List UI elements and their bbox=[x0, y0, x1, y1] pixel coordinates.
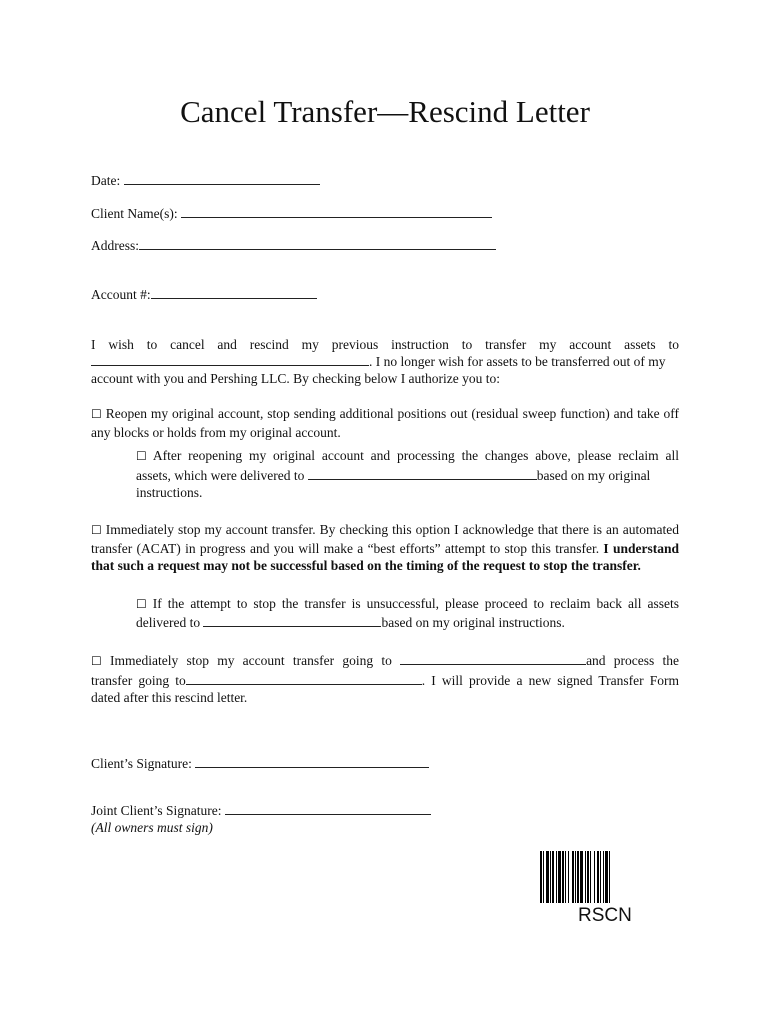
barcode-bar bbox=[597, 851, 599, 903]
barcode-bar bbox=[550, 851, 551, 903]
option2-delivered-to-blank[interactable] bbox=[203, 614, 381, 627]
account-blank[interactable] bbox=[151, 286, 317, 299]
option1-sub-checkbox[interactable]: ☐ bbox=[136, 449, 147, 463]
option2-sub-checkbox[interactable]: ☐ bbox=[136, 597, 147, 611]
option2-sub-line2 bbox=[136, 614, 679, 632]
joint-signature-field bbox=[91, 802, 431, 820]
barcode-bar bbox=[562, 851, 564, 903]
option3-text1b: and process the bbox=[586, 653, 679, 668]
barcode-bar bbox=[575, 851, 576, 903]
barcode-bar bbox=[540, 851, 542, 903]
option3-line1 bbox=[91, 652, 679, 671]
date-field bbox=[91, 172, 320, 190]
account-label: Account #: bbox=[91, 287, 151, 302]
client-name-blank[interactable] bbox=[181, 205, 492, 218]
option1-text: Reopen my original account, stop sending additional positions out (residual sweep function) and take off any blocks or holds from my original account. bbox=[91, 406, 679, 440]
client-name-label: Client Name(s): bbox=[91, 206, 178, 221]
intro-line3: account with you and Pershing LLC. By checking below I authorize you to: bbox=[91, 371, 501, 386]
barcode-bar bbox=[572, 851, 574, 903]
option1-checkbox[interactable]: ☐ bbox=[91, 407, 102, 421]
option2-checkbox[interactable]: ☐ bbox=[91, 523, 102, 537]
option1-sub-line3: instructions. bbox=[136, 485, 203, 500]
address-blank[interactable] bbox=[139, 237, 496, 250]
option1-sub-line1 bbox=[136, 447, 679, 466]
barcode-bar bbox=[609, 851, 610, 903]
intro-line2 bbox=[91, 353, 679, 371]
option3-text1a: Immediately stop my account transfer going to bbox=[110, 653, 392, 668]
barcode-bar bbox=[568, 851, 569, 903]
option3-text2a: transfer going to bbox=[91, 673, 186, 688]
barcode-bar bbox=[577, 851, 579, 903]
barcode bbox=[540, 851, 673, 903]
barcode-bar bbox=[600, 851, 601, 903]
barcode-bar bbox=[558, 851, 561, 903]
client-signature-label: Client’s Signature: bbox=[91, 756, 192, 771]
barcode-bar bbox=[590, 851, 591, 903]
barcode-bar bbox=[587, 851, 589, 903]
barcode-bar bbox=[603, 851, 604, 903]
date-label: Date: bbox=[91, 173, 121, 188]
option3-checkbox[interactable]: ☐ bbox=[91, 654, 102, 668]
option1-sub-line2 bbox=[136, 467, 679, 485]
barcode-bar bbox=[585, 851, 586, 903]
barcode-bar bbox=[594, 851, 595, 903]
address-field bbox=[91, 237, 496, 255]
address-label: Address: bbox=[91, 238, 139, 253]
option1-sub-text2b: based on my original bbox=[536, 468, 651, 483]
option1-delivered-to-blank[interactable] bbox=[308, 467, 537, 480]
option2-sub-text2a: delivered to bbox=[136, 615, 201, 630]
barcode-bar bbox=[556, 851, 557, 903]
transfer-to-blank[interactable] bbox=[91, 353, 369, 366]
barcode-bar bbox=[565, 851, 566, 903]
date-blank[interactable] bbox=[124, 172, 320, 185]
option2-paragraph bbox=[91, 521, 679, 575]
barcode-bar bbox=[546, 851, 549, 903]
client-signature-field bbox=[91, 755, 429, 773]
option2-sub-line1 bbox=[136, 595, 679, 614]
intro-line2-text: . I no longer wish for assets to be transferred out of my bbox=[369, 354, 666, 369]
barcode-bar bbox=[580, 851, 583, 903]
client-name-field bbox=[91, 205, 492, 223]
option3-text2b: . I will provide a new signed Transfer Form bbox=[421, 673, 679, 688]
barcode-bar bbox=[543, 851, 544, 903]
option3-line2 bbox=[91, 672, 679, 690]
option1-sub-text1: After reopening my original account and processing the changes above, please reclaim all bbox=[152, 448, 679, 463]
document-title: Cancel Transfer—Rescind Letter bbox=[180, 94, 590, 129]
client-signature-blank[interactable] bbox=[195, 755, 429, 768]
barcode-bar bbox=[552, 851, 554, 903]
joint-signature-blank[interactable] bbox=[225, 802, 431, 815]
intro-line1: I wish to cancel and rescind my previous instruction to transfer my account assets to bbox=[91, 337, 679, 352]
option2-text: Immediately stop my account transfer. By checking this option I acknowledge that there is an automated transfer (ACAT) in progress and you will make a “best efforts” attempt to stop this transfer. bbox=[91, 522, 680, 556]
joint-signature-label: Joint Client’s Signature: bbox=[91, 803, 222, 818]
option1-sub-text2a: assets, which were delivered to bbox=[136, 468, 305, 483]
option3-going-to-blank[interactable] bbox=[400, 652, 586, 665]
barcode-text: RSCN bbox=[578, 905, 632, 926]
account-field bbox=[91, 286, 317, 304]
option2-sub-text2b: based on my original instructions. bbox=[381, 615, 565, 630]
option3-transfer-going-to-blank[interactable] bbox=[186, 672, 422, 685]
option1-paragraph bbox=[91, 405, 679, 441]
option2-sub-text1: If the attempt to stop the transfer is unsuccessful, please proceed to reclaim back all assets bbox=[152, 596, 680, 611]
option3-line3: dated after this rescind letter. bbox=[91, 690, 248, 705]
option2-bold-text: I understand that such a request may not be successful based on the timing of the request to stop the transfer. bbox=[91, 540, 680, 573]
owners-sign-note: (All owners must sign) bbox=[91, 820, 213, 835]
barcode-bar bbox=[605, 851, 608, 903]
